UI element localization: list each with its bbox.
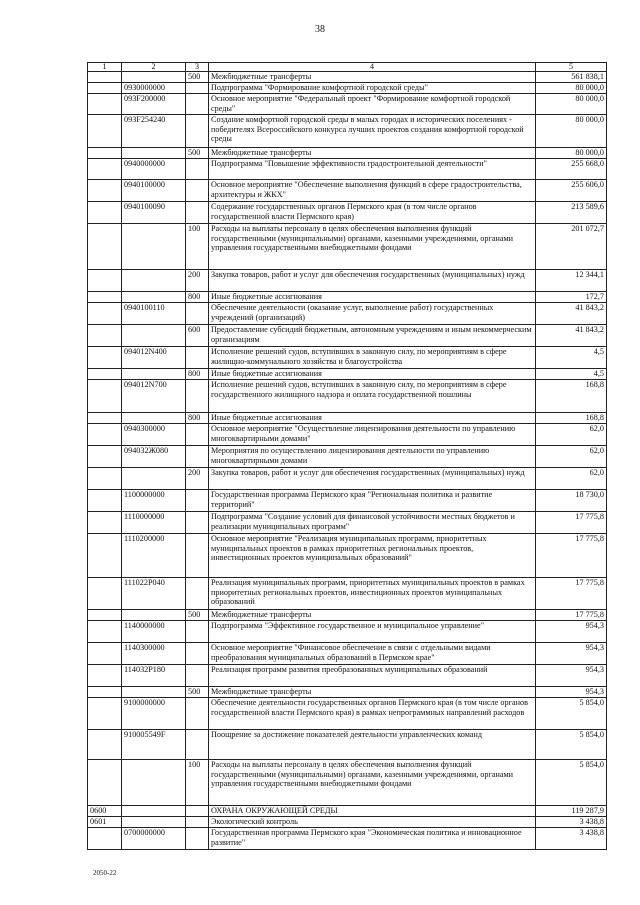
table-row <box>88 665 607 687</box>
section-code-cell <box>88 292 122 303</box>
target-article-cell: 0940100000 <box>122 180 186 202</box>
table-row <box>88 512 607 534</box>
amount-cell: 18 730,0 <box>536 490 607 512</box>
description-cell: Основное мероприятие "Реализация муниципальных программ, приоритетных муниципальных проектов в рамках приоритетных региональных проектов, инвестиционных проектов муниципальных образований" <box>209 534 536 578</box>
section-code-cell <box>88 159 122 180</box>
amount-cell: 255 668,0 <box>536 159 607 180</box>
expense-type-cell <box>186 828 209 850</box>
description-cell: Экологический контроль <box>209 817 536 828</box>
description-cell: Основное мероприятие "Федеральный проект "Формирование комфортной городской среды" <box>209 94 536 115</box>
section-code-cell <box>88 202 122 224</box>
amount-cell: 80 000,0 <box>536 115 607 148</box>
expense-type-cell <box>186 83 209 94</box>
amount-cell: 80 000,0 <box>536 83 607 94</box>
table-row <box>88 202 607 224</box>
column-header-5: 5 <box>536 63 607 72</box>
target-article-cell: 0940100090 <box>122 202 186 224</box>
section-code-cell <box>88 490 122 512</box>
table-row <box>88 303 607 325</box>
amount-cell: 80 000,0 <box>536 148 607 159</box>
section-code-cell <box>88 512 122 534</box>
description-cell: Расходы на выплаты персоналу в целях обеспечения выполнения функций государственными (муниципальными) органами, казенными учреждениями, органами управления государственными внебюджетными фондами <box>209 224 536 270</box>
target-article-cell <box>122 224 186 270</box>
description-cell: Закупка товаров, работ и услуг для обеспечения государственных (муниципальных) нужд <box>209 270 536 292</box>
amount-cell: 4,5 <box>536 347 607 369</box>
description-cell: Государственная программа Пермского края "Экономическая политика и инновационное развитие" <box>209 828 536 850</box>
target-article-cell <box>122 687 186 698</box>
section-code-cell <box>88 687 122 698</box>
amount-cell: 62,0 <box>536 424 607 446</box>
table-row <box>88 760 607 806</box>
amount-cell: 17 775,8 <box>536 534 607 578</box>
table-row <box>88 369 607 380</box>
amount-cell: 168,8 <box>536 413 607 424</box>
description-cell: Обеспечение деятельности (оказание услуг, выполнение работ) государственных учреждений (организаций) <box>209 303 536 325</box>
target-article-cell <box>122 610 186 621</box>
section-code-cell <box>88 424 122 446</box>
table-row <box>88 730 607 760</box>
description-cell: Подпрограмма "Создание условий для финансовой устойчивости местных бюджетов и реализации муниципальных программ" <box>209 512 536 534</box>
target-article-cell <box>122 148 186 159</box>
amount-cell: 3 438,8 <box>536 817 607 828</box>
expense-type-cell <box>186 665 209 687</box>
amount-cell: 213 589,6 <box>536 202 607 224</box>
amount-cell: 168,8 <box>536 380 607 413</box>
expense-type-cell: 800 <box>186 413 209 424</box>
amount-cell: 62,0 <box>536 468 607 490</box>
section-code-cell <box>88 270 122 292</box>
amount-cell: 5 854,0 <box>536 760 607 806</box>
amount-cell: 172,7 <box>536 292 607 303</box>
expense-type-cell <box>186 490 209 512</box>
expense-type-cell <box>186 202 209 224</box>
target-article-cell <box>122 760 186 806</box>
table-row <box>88 148 607 159</box>
description-cell: Межбюджетные трансферты <box>209 687 536 698</box>
table-row <box>88 698 607 730</box>
section-code-cell <box>88 760 122 806</box>
table-row <box>88 534 607 578</box>
section-code-cell <box>88 148 122 159</box>
table-row <box>88 224 607 270</box>
section-code-cell <box>88 115 122 148</box>
description-cell: ОХРАНА ОКРУЖАЮЩЕЙ СРЕДЫ <box>209 806 536 817</box>
target-article-cell: 0940000000 <box>122 159 186 180</box>
expense-type-cell <box>186 380 209 413</box>
target-article-cell: 0930000000 <box>122 83 186 94</box>
table-row <box>88 72 607 83</box>
table-row <box>88 413 607 424</box>
expense-type-cell <box>186 303 209 325</box>
table-row <box>88 94 607 115</box>
amount-cell: 5 854,0 <box>536 730 607 760</box>
description-cell: Исполнение решений судов, вступивших в законную силу, по мероприятиям в сфере государственного жилищного надзора и оплата государственной пошлины <box>209 380 536 413</box>
section-code-cell <box>88 446 122 468</box>
budget-table <box>87 62 607 850</box>
column-header-1: 1 <box>88 63 122 72</box>
table-row <box>88 621 607 643</box>
description-cell: Межбюджетные трансферты <box>209 72 536 83</box>
section-code-cell <box>88 72 122 83</box>
description-cell: Иные бюджетные ассигнования <box>209 369 536 380</box>
table-row <box>88 468 607 490</box>
amount-cell: 17 775,8 <box>536 512 607 534</box>
target-article-cell: 0940100110 <box>122 303 186 325</box>
section-code-cell <box>88 610 122 621</box>
expense-type-cell: 800 <box>186 369 209 380</box>
target-article-cell: 1140300000 <box>122 643 186 665</box>
amount-cell: 4,5 <box>536 369 607 380</box>
expense-type-cell: 200 <box>186 270 209 292</box>
target-article-cell: 0700000000 <box>122 828 186 850</box>
expense-type-cell <box>186 643 209 665</box>
table-row <box>88 610 607 621</box>
section-code-cell <box>88 325 122 347</box>
section-code-cell: 0600 <box>88 806 122 817</box>
table-row <box>88 490 607 512</box>
expense-type-cell <box>186 424 209 446</box>
section-code-cell <box>88 828 122 850</box>
expense-type-cell <box>186 115 209 148</box>
expense-type-cell: 500 <box>186 72 209 83</box>
document-code: 2050-22 <box>93 869 117 877</box>
amount-cell: 954,3 <box>536 621 607 643</box>
expense-type-cell: 600 <box>186 325 209 347</box>
description-cell: Основное мероприятие "Обеспечение выполнения функций в сфере градостроительства, архитектуры и ЖКХ" <box>209 180 536 202</box>
table-row <box>88 687 607 698</box>
section-code-cell <box>88 94 122 115</box>
amount-cell: 17 775,8 <box>536 610 607 621</box>
amount-cell: 119 287,9 <box>536 806 607 817</box>
table-row <box>88 159 607 180</box>
amount-cell: 954,3 <box>536 687 607 698</box>
section-code-cell <box>88 180 122 202</box>
expense-type-cell <box>186 534 209 578</box>
description-cell: Исполнение решений судов, вступивших в законную силу, по мероприятиям в сфере жилищно-коммунального хозяйства и благоустройства <box>209 347 536 369</box>
amount-cell: 12 344,1 <box>536 270 607 292</box>
expense-type-cell <box>186 817 209 828</box>
section-code-cell <box>88 643 122 665</box>
target-article-cell: 094032Ж080 <box>122 446 186 468</box>
description-cell: Реализация программ развития преобразованных муниципальных образований <box>209 665 536 687</box>
target-article-cell: 9100000000 <box>122 698 186 730</box>
table-row <box>88 180 607 202</box>
description-cell: Предоставление субсидий бюджетным, автономным учреждениям и иным некоммерческим организациям <box>209 325 536 347</box>
description-cell: Основное мероприятие "Осуществление лицензирования деятельности по управлению многоквартирными домами" <box>209 424 536 446</box>
amount-cell: 41 843,2 <box>536 303 607 325</box>
description-cell: Подпрограмма "Эффективное государственное и муниципальное управление" <box>209 621 536 643</box>
description-cell: Содержание государственных органов Пермского края (в том числе органов государственной власти Пермского края) <box>209 202 536 224</box>
expense-type-cell <box>186 446 209 468</box>
target-article-cell: 910005549F <box>122 730 186 760</box>
expense-type-cell <box>186 159 209 180</box>
description-cell: Создание комфортной городской среды в малых городах и исторических поселениях - победителях Всероссийского конкурса лучших проектов создания комфортной городской среды <box>209 115 536 148</box>
table-row <box>88 380 607 413</box>
amount-cell: 5 854,0 <box>536 698 607 730</box>
amount-cell: 3 438,8 <box>536 828 607 850</box>
table-body <box>88 72 607 850</box>
section-code-cell <box>88 578 122 610</box>
target-article-cell: 1140000000 <box>122 621 186 643</box>
section-code-cell: 0601 <box>88 817 122 828</box>
amount-cell: 954,3 <box>536 643 607 665</box>
target-article-cell: 093F200000 <box>122 94 186 115</box>
expense-type-cell <box>186 578 209 610</box>
section-code-cell <box>88 621 122 643</box>
section-code-cell <box>88 347 122 369</box>
expense-type-cell <box>186 347 209 369</box>
section-code-cell <box>88 698 122 730</box>
section-code-cell <box>88 369 122 380</box>
table-row <box>88 115 607 148</box>
target-article-cell: 111022P040 <box>122 578 186 610</box>
table-row <box>88 347 607 369</box>
target-article-cell <box>122 270 186 292</box>
expense-type-cell <box>186 94 209 115</box>
description-cell: Основное мероприятие "Финансовое обеспечение в связи с отдельными видами преобразования муниципальных образований в Пермском крае" <box>209 643 536 665</box>
table-row <box>88 270 607 292</box>
amount-cell: 80 000,0 <box>536 94 607 115</box>
amount-cell: 201 072,7 <box>536 224 607 270</box>
expense-type-cell <box>186 730 209 760</box>
target-article-cell: 114032P180 <box>122 665 186 687</box>
table-row <box>88 828 607 850</box>
column-header-4: 4 <box>209 63 536 72</box>
table-row <box>88 424 607 446</box>
target-article-cell <box>122 369 186 380</box>
target-article-cell: 0940300000 <box>122 424 186 446</box>
section-code-cell <box>88 380 122 413</box>
amount-cell: 255 606,0 <box>536 180 607 202</box>
section-code-cell <box>88 665 122 687</box>
target-article-cell <box>122 72 186 83</box>
table-header <box>88 63 607 72</box>
expense-type-cell: 500 <box>186 610 209 621</box>
table-row <box>88 325 607 347</box>
table-row <box>88 578 607 610</box>
target-article-cell: 093F254240 <box>122 115 186 148</box>
expense-type-cell <box>186 512 209 534</box>
section-code-cell <box>88 534 122 578</box>
target-article-cell <box>122 468 186 490</box>
target-article-cell <box>122 325 186 347</box>
expense-type-cell: 100 <box>186 224 209 270</box>
target-article-cell: 1100000000 <box>122 490 186 512</box>
amount-cell: 954,3 <box>536 665 607 687</box>
table-row <box>88 292 607 303</box>
column-header-2: 2 <box>122 63 186 72</box>
expense-type-cell: 100 <box>186 760 209 806</box>
target-article-cell <box>122 817 186 828</box>
amount-cell: 17 775,8 <box>536 578 607 610</box>
target-article-cell <box>122 413 186 424</box>
amount-cell: 41 843,2 <box>536 325 607 347</box>
expense-type-cell: 500 <box>186 687 209 698</box>
expense-type-cell: 800 <box>186 292 209 303</box>
amount-cell: 62,0 <box>536 446 607 468</box>
description-cell: Подпрограмма "Повышение эффективности градостроительной деятельности" <box>209 159 536 180</box>
table-row <box>88 83 607 94</box>
target-article-cell: 1110000000 <box>122 512 186 534</box>
target-article-cell: 094012N400 <box>122 347 186 369</box>
section-code-cell <box>88 224 122 270</box>
target-article-cell <box>122 806 186 817</box>
expense-type-cell <box>186 621 209 643</box>
description-cell: Межбюджетные трансферты <box>209 148 536 159</box>
section-code-cell <box>88 83 122 94</box>
expense-type-cell <box>186 806 209 817</box>
expense-type-cell: 500 <box>186 148 209 159</box>
amount-cell: 561 838,1 <box>536 72 607 83</box>
expense-type-cell: 200 <box>186 468 209 490</box>
description-cell: Межбюджетные трансферты <box>209 610 536 621</box>
target-article-cell: 094012N700 <box>122 380 186 413</box>
table-row <box>88 806 607 817</box>
table-row <box>88 817 607 828</box>
expense-type-cell <box>186 698 209 730</box>
page-number: 38 <box>315 24 325 35</box>
table-row <box>88 643 607 665</box>
section-code-cell <box>88 303 122 325</box>
target-article-cell: 1110200000 <box>122 534 186 578</box>
table-row <box>88 446 607 468</box>
expense-type-cell <box>186 180 209 202</box>
description-cell: Закупка товаров, работ и услуг для обеспечения государственных (муниципальных) нужд <box>209 468 536 490</box>
description-cell: Реализация муниципальных программ, приоритетных муниципальных проектов в рамках приоритетных региональных проектов, инвестиционных проектов муниципальных образований <box>209 578 536 610</box>
description-cell: Иные бюджетные ассигнования <box>209 292 536 303</box>
target-article-cell <box>122 292 186 303</box>
description-cell: Государственная программа Пермского края "Региональная политика и развитие территорий" <box>209 490 536 512</box>
description-cell: Поощрение за достижение показателей деятельности управленческих команд <box>209 730 536 760</box>
section-code-cell <box>88 730 122 760</box>
description-cell: Расходы на выплаты персоналу в целях обеспечения выполнения функций государственными (муниципальными) органами, казенными учреждениями, органами управления государственными внебюджетными фондами <box>209 760 536 806</box>
description-cell: Обеспечение деятельности государственных органов Пермского края (в том числе органов государственной власти Пермского края) в рамках непрограммных направлений расходов <box>209 698 536 730</box>
column-header-3: 3 <box>186 63 209 72</box>
section-code-cell <box>88 413 122 424</box>
section-code-cell <box>88 468 122 490</box>
description-cell: Мероприятия по осуществлению лицензирования деятельности по управлению многоквартирными домами <box>209 446 536 468</box>
description-cell: Иные бюджетные ассигнования <box>209 413 536 424</box>
description-cell: Подпрограмма "Формирование комфортной городской среды" <box>209 83 536 94</box>
